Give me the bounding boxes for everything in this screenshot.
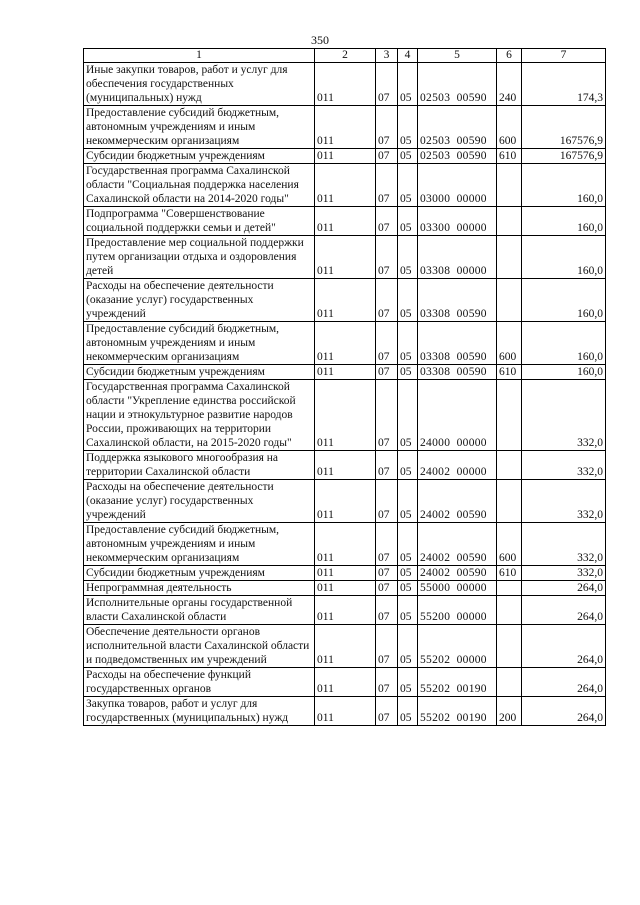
amount-cell: 332,0 xyxy=(522,480,606,523)
column-header: 1 xyxy=(84,49,315,63)
subsection-code-cell: 05 xyxy=(398,365,418,380)
section-code-cell: 07 xyxy=(376,625,398,668)
ministry-code-cell: 011 xyxy=(315,697,376,726)
section-code-cell: 07 xyxy=(376,164,398,207)
target-article-cell: 02503 00590 xyxy=(418,63,497,106)
subsection-code-cell: 05 xyxy=(398,63,418,106)
expense-type-cell: 600 xyxy=(497,106,522,149)
target-article-cell: 03000 00000 xyxy=(418,164,497,207)
row-name-cell: Субсидии бюджетным учреждениям xyxy=(84,566,315,581)
row-name-cell: Поддержка языкового многообразия на территории Сахалинской области xyxy=(84,451,315,480)
expense-type-cell xyxy=(497,164,522,207)
target-article-cell: 55200 00000 xyxy=(418,596,497,625)
amount-cell: 160,0 xyxy=(522,164,606,207)
section-code-cell: 07 xyxy=(376,365,398,380)
amount-cell: 264,0 xyxy=(522,596,606,625)
ministry-code-cell: 011 xyxy=(315,236,376,279)
expense-type-cell xyxy=(497,668,522,697)
ministry-code-cell: 011 xyxy=(315,581,376,596)
section-code-cell: 07 xyxy=(376,566,398,581)
subsection-code-cell: 05 xyxy=(398,236,418,279)
table-row xyxy=(84,380,606,451)
amount-cell: 332,0 xyxy=(522,523,606,566)
target-article-cell: 24000 00000 xyxy=(418,380,497,451)
section-code-cell: 07 xyxy=(376,236,398,279)
table-row xyxy=(84,279,606,322)
amount-cell: 332,0 xyxy=(522,566,606,581)
table-row xyxy=(84,697,606,726)
subsection-code-cell: 05 xyxy=(398,164,418,207)
table-row xyxy=(84,149,606,164)
expense-type-cell xyxy=(497,279,522,322)
amount-cell: 160,0 xyxy=(522,279,606,322)
target-article-cell: 24002 00590 xyxy=(418,480,497,523)
subsection-code-cell: 05 xyxy=(398,279,418,322)
ministry-code-cell: 011 xyxy=(315,106,376,149)
subsection-code-cell: 05 xyxy=(398,566,418,581)
target-article-cell: 03308 00590 xyxy=(418,322,497,365)
amount-cell: 160,0 xyxy=(522,365,606,380)
expense-type-cell: 600 xyxy=(497,322,522,365)
target-article-cell: 03308 00590 xyxy=(418,365,497,380)
section-code-cell: 07 xyxy=(376,581,398,596)
row-name-cell: Государственная программа Сахалинской области "Социальная поддержка населения Сахалинской области на 2014-2020 годы" xyxy=(84,164,315,207)
subsection-code-cell: 05 xyxy=(398,207,418,236)
amount-cell: 264,0 xyxy=(522,697,606,726)
amount-cell: 264,0 xyxy=(522,581,606,596)
section-code-cell: 07 xyxy=(376,106,398,149)
row-name-cell: Обеспечение деятельности органов исполнительной власти Сахалинской области и подведомственных им учреждений xyxy=(84,625,315,668)
ministry-code-cell: 011 xyxy=(315,596,376,625)
table-row xyxy=(84,596,606,625)
subsection-code-cell: 05 xyxy=(398,106,418,149)
subsection-code-cell: 05 xyxy=(398,581,418,596)
table-row xyxy=(84,365,606,380)
row-name-cell: Субсидии бюджетным учреждениям xyxy=(84,365,315,380)
row-name-cell: Закупка товаров, работ и услуг для государственных (муниципальных) нужд xyxy=(84,697,315,726)
row-name-cell: Расходы на обеспечение деятельности (оказание услуг) государственных учреждений xyxy=(84,279,315,322)
ministry-code-cell: 011 xyxy=(315,625,376,668)
row-name-cell: Исполнительные органы государственной власти Сахалинской области xyxy=(84,596,315,625)
table-row xyxy=(84,581,606,596)
column-header: 3 xyxy=(376,49,398,63)
ministry-code-cell: 011 xyxy=(315,451,376,480)
row-name-cell: Непрограммная деятельность xyxy=(84,581,315,596)
expense-type-cell: 600 xyxy=(497,523,522,566)
subsection-code-cell: 05 xyxy=(398,480,418,523)
expense-type-cell xyxy=(497,451,522,480)
section-code-cell: 07 xyxy=(376,149,398,164)
subsection-code-cell: 05 xyxy=(398,149,418,164)
expense-type-cell: 240 xyxy=(497,63,522,106)
target-article-cell: 55202 00000 xyxy=(418,625,497,668)
table-row xyxy=(84,668,606,697)
ministry-code-cell: 011 xyxy=(315,668,376,697)
ministry-code-cell: 011 xyxy=(315,279,376,322)
subsection-code-cell: 05 xyxy=(398,523,418,566)
table-row xyxy=(84,625,606,668)
row-name-cell: Предоставление мер социальной поддержки путем организации отдыха и оздоровления детей xyxy=(84,236,315,279)
expense-type-cell: 610 xyxy=(497,149,522,164)
target-article-cell: 55202 00190 xyxy=(418,668,497,697)
amount-cell: 174,3 xyxy=(522,63,606,106)
expense-type-cell: 610 xyxy=(497,566,522,581)
amount-cell: 332,0 xyxy=(522,380,606,451)
amount-cell: 160,0 xyxy=(522,322,606,365)
ministry-code-cell: 011 xyxy=(315,566,376,581)
table-row xyxy=(84,480,606,523)
amount-cell: 264,0 xyxy=(522,625,606,668)
ministry-code-cell: 011 xyxy=(315,322,376,365)
ministry-code-cell: 011 xyxy=(315,523,376,566)
table-row xyxy=(84,451,606,480)
expense-type-cell xyxy=(497,596,522,625)
expense-type-cell xyxy=(497,480,522,523)
row-name-cell: Субсидии бюджетным учреждениям xyxy=(84,149,315,164)
column-header: 5 xyxy=(418,49,497,63)
ministry-code-cell: 011 xyxy=(315,480,376,523)
table-row xyxy=(84,236,606,279)
subsection-code-cell: 05 xyxy=(398,697,418,726)
target-article-cell: 55202 00190 xyxy=(418,697,497,726)
target-article-cell: 02503 00590 xyxy=(418,106,497,149)
column-header: 4 xyxy=(398,49,418,63)
amount-cell: 332,0 xyxy=(522,451,606,480)
section-code-cell: 07 xyxy=(376,451,398,480)
table-row xyxy=(84,63,606,106)
section-code-cell: 07 xyxy=(376,480,398,523)
row-name-cell: Предоставление субсидий бюджетным, автономным учреждениям и иным некоммерческим организациям xyxy=(84,322,315,365)
row-name-cell: Подпрограмма "Совершенствование социальной поддержки семьи и детей" xyxy=(84,207,315,236)
budget-table xyxy=(83,48,606,726)
section-code-cell: 07 xyxy=(376,279,398,322)
ministry-code-cell: 011 xyxy=(315,380,376,451)
table-row xyxy=(84,106,606,149)
table-row xyxy=(84,207,606,236)
ministry-code-cell: 011 xyxy=(315,365,376,380)
section-code-cell: 07 xyxy=(376,322,398,365)
ministry-code-cell: 011 xyxy=(315,207,376,236)
ministry-code-cell: 011 xyxy=(315,63,376,106)
table-row xyxy=(84,322,606,365)
table-row xyxy=(84,566,606,581)
subsection-code-cell: 05 xyxy=(398,451,418,480)
target-article-cell: 24002 00590 xyxy=(418,566,497,581)
row-name-cell: Расходы на обеспечение функций государственных органов xyxy=(84,668,315,697)
row-name-cell: Предоставление субсидий бюджетным, автономным учреждениям и иным некоммерческим организациям xyxy=(84,106,315,149)
row-name-cell: Предоставление субсидий бюджетным, автономным учреждениям и иным некоммерческим организациям xyxy=(84,523,315,566)
target-article-cell: 03308 00000 xyxy=(418,236,497,279)
section-code-cell: 07 xyxy=(376,63,398,106)
amount-cell: 264,0 xyxy=(522,668,606,697)
expense-type-cell xyxy=(497,236,522,279)
column-header: 2 xyxy=(315,49,376,63)
target-article-cell: 03308 00590 xyxy=(418,279,497,322)
ministry-code-cell: 011 xyxy=(315,149,376,164)
section-code-cell: 07 xyxy=(376,697,398,726)
expense-type-cell xyxy=(497,581,522,596)
amount-cell: 167576,9 xyxy=(522,149,606,164)
expense-type-cell xyxy=(497,207,522,236)
expense-type-cell xyxy=(497,625,522,668)
target-article-cell: 24002 00590 xyxy=(418,523,497,566)
row-name-cell: Государственная программа Сахалинской области "Укрепление единства российской нации и этнокультурное развитие народов России, проживающих на территории Сахалинской области, на 2015-2020 годы" xyxy=(84,380,315,451)
expense-type-cell xyxy=(497,380,522,451)
section-code-cell: 07 xyxy=(376,523,398,566)
amount-cell: 160,0 xyxy=(522,236,606,279)
expense-type-cell: 200 xyxy=(497,697,522,726)
target-article-cell: 24002 00000 xyxy=(418,451,497,480)
row-name-cell: Иные закупки товаров, работ и услуг для обеспечения государственных (муниципальных) нужд xyxy=(84,63,315,106)
section-code-cell: 07 xyxy=(376,596,398,625)
column-header: 6 xyxy=(497,49,522,63)
expense-type-cell: 610 xyxy=(497,365,522,380)
table-header-row xyxy=(84,49,606,63)
subsection-code-cell: 05 xyxy=(398,322,418,365)
ministry-code-cell: 011 xyxy=(315,164,376,207)
amount-cell: 167576,9 xyxy=(522,106,606,149)
subsection-code-cell: 05 xyxy=(398,596,418,625)
subsection-code-cell: 05 xyxy=(398,625,418,668)
row-name-cell: Расходы на обеспечение деятельности (оказание услуг) государственных учреждений xyxy=(84,480,315,523)
subsection-code-cell: 05 xyxy=(398,380,418,451)
table-row xyxy=(84,523,606,566)
amount-cell: 160,0 xyxy=(522,207,606,236)
target-article-cell: 03300 00000 xyxy=(418,207,497,236)
table-row xyxy=(84,164,606,207)
target-article-cell: 02503 00590 xyxy=(418,149,497,164)
target-article-cell: 55000 00000 xyxy=(418,581,497,596)
page-number: 350 xyxy=(311,33,329,47)
table-body xyxy=(84,63,606,726)
column-header: 7 xyxy=(522,49,606,63)
section-code-cell: 07 xyxy=(376,668,398,697)
section-code-cell: 07 xyxy=(376,380,398,451)
subsection-code-cell: 05 xyxy=(398,668,418,697)
section-code-cell: 07 xyxy=(376,207,398,236)
